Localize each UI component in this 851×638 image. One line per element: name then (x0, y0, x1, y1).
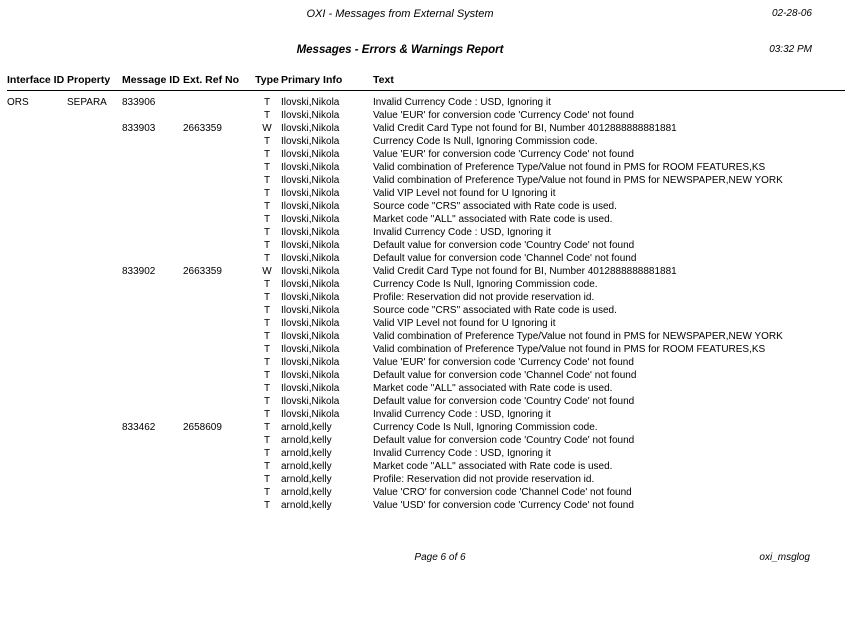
cell-primary-info: Ilovski,Nikola (281, 214, 340, 225)
cell-text: Valid combination of Preference Type/Value not found in PMS for NEWSPAPER,NEW YORK (373, 175, 783, 186)
cell-message-id (122, 356, 183, 369)
cell-property (67, 174, 122, 187)
cell-ext-ref-no (183, 187, 253, 200)
cell-property (67, 486, 122, 499)
cell-interface-id (7, 291, 67, 304)
report-subtitle: Messages - Errors & Warnings Report (296, 44, 504, 56)
column-header-ext-ref-no: Ext. Ref No (183, 74, 253, 91)
cell-ext-ref-no (183, 369, 253, 382)
table-row (7, 369, 845, 382)
cell-text: Market code "ALL" associated with Rate code is used. (373, 383, 613, 394)
cell-interface-id (7, 382, 67, 395)
table-row (7, 109, 845, 122)
cell-ext-ref-no (183, 304, 253, 317)
cell-ext-ref-no (183, 291, 253, 304)
cell-message-id (122, 304, 183, 317)
cell-property (67, 239, 122, 252)
cell-text: Invalid Currency Code : USD, Ignoring it (373, 409, 551, 420)
cell-primary-info: Ilovski,Nikola (281, 240, 340, 251)
cell-property (67, 226, 122, 239)
cell-interface-id (7, 304, 67, 317)
cell-property (67, 460, 122, 473)
table-row (7, 135, 845, 148)
cell-primary-info: arnold,kelly (281, 487, 332, 498)
report-title: OXI - Messages from External System (306, 8, 494, 20)
footer-page-number: Page 6 of 6 (414, 552, 466, 563)
cell-primary-info: Ilovski,Nikola (281, 162, 340, 173)
table-row (7, 213, 845, 226)
cell-ext-ref-no (183, 356, 253, 369)
cell-property (67, 161, 122, 174)
messages-table (7, 74, 845, 512)
cell-type: T (263, 214, 271, 225)
cell-text: Value 'CRO' for conversion code 'Channel Code' not found (373, 487, 632, 498)
cell-property (67, 317, 122, 330)
cell-ext-ref-no (183, 226, 253, 239)
cell-property (67, 122, 122, 135)
cell-ext-ref-no (183, 408, 253, 421)
cell-ext-ref-no (183, 434, 253, 447)
cell-interface-id (7, 135, 67, 148)
table-row (7, 174, 845, 187)
cell-type: T (263, 110, 271, 121)
cell-primary-info: Ilovski,Nikola (281, 97, 340, 108)
table-row (7, 473, 845, 486)
cell-primary-info: arnold,kelly (281, 461, 332, 472)
cell-primary-info: Ilovski,Nikola (281, 318, 340, 329)
cell-message-id (122, 291, 183, 304)
cell-ext-ref-no (183, 200, 253, 213)
cell-message-id: 833906 (122, 97, 156, 108)
cell-primary-info: arnold,kelly (281, 474, 332, 485)
table-row (7, 148, 845, 161)
cell-type: T (263, 448, 271, 459)
cell-property (67, 499, 122, 512)
cell-type: T (263, 383, 271, 394)
cell-interface-id (7, 148, 67, 161)
table-row (7, 304, 845, 317)
cell-ext-ref-no (183, 213, 253, 226)
cell-interface-id (7, 421, 67, 434)
cell-message-id (122, 330, 183, 343)
cell-ext-ref-no: 2658609 (183, 422, 222, 433)
cell-interface-id (7, 187, 67, 200)
cell-ext-ref-no (183, 161, 253, 174)
cell-text: Valid Credit Card Type not found for BI, Number 4012888888881881 (373, 123, 677, 134)
cell-text: Invalid Currency Code : USD, Ignoring it (373, 97, 551, 108)
cell-message-id (122, 226, 183, 239)
table-row (7, 91, 845, 110)
cell-interface-id (7, 161, 67, 174)
table-row (7, 161, 845, 174)
cell-type: T (263, 435, 271, 446)
table-row (7, 200, 845, 213)
table-row (7, 239, 845, 252)
cell-ext-ref-no (183, 499, 253, 512)
cell-property (67, 447, 122, 460)
cell-type: T (263, 487, 271, 498)
cell-type: T (263, 318, 271, 329)
cell-primary-info: Ilovski,Nikola (281, 227, 340, 238)
cell-text: Source code "CRS" associated with Rate code is used. (373, 201, 617, 212)
cell-message-id (122, 252, 183, 265)
cell-message-id (122, 109, 183, 122)
cell-ext-ref-no (183, 174, 253, 187)
cell-text: Default value for conversion code 'Country Code' not found (373, 396, 635, 407)
cell-ext-ref-no (183, 135, 253, 148)
report-time: 03:32 PM (769, 44, 812, 55)
cell-interface-id (7, 239, 67, 252)
column-header-message-id: Message ID (122, 74, 183, 91)
cell-message-id (122, 239, 183, 252)
cell-primary-info: Ilovski,Nikola (281, 123, 340, 134)
cell-interface-id (7, 486, 67, 499)
cell-type: T (263, 305, 271, 316)
cell-interface-id (7, 369, 67, 382)
cell-primary-info: Ilovski,Nikola (281, 396, 340, 407)
table-row (7, 421, 845, 434)
table-row (7, 356, 845, 369)
column-header-property: Property (67, 74, 122, 91)
cell-type: T (263, 500, 271, 511)
cell-ext-ref-no (183, 91, 253, 110)
column-header-type: Type (253, 74, 281, 91)
cell-message-id (122, 447, 183, 460)
cell-text: Invalid Currency Code : USD, Ignoring it (373, 227, 551, 238)
cell-type: T (263, 344, 271, 355)
cell-ext-ref-no (183, 239, 253, 252)
cell-interface-id (7, 343, 67, 356)
cell-message-id (122, 408, 183, 421)
cell-type: T (263, 97, 271, 108)
cell-type: W (262, 266, 272, 277)
cell-text: Default value for conversion code 'Country Code' not found (373, 435, 635, 446)
cell-property (67, 291, 122, 304)
cell-interface-id (7, 252, 67, 265)
column-header-interface-id: Interface ID (7, 74, 67, 91)
cell-property (67, 382, 122, 395)
cell-type: T (263, 357, 271, 368)
column-header-text: Text (373, 74, 845, 91)
cell-type: T (263, 175, 271, 186)
cell-type: T (263, 422, 271, 433)
cell-primary-info: Ilovski,Nikola (281, 201, 340, 212)
table-row (7, 434, 845, 447)
table-row (7, 382, 845, 395)
cell-primary-info: Ilovski,Nikola (281, 188, 340, 199)
cell-message-id (122, 473, 183, 486)
cell-primary-info: Ilovski,Nikola (281, 331, 340, 342)
cell-property (67, 369, 122, 382)
cell-property (67, 278, 122, 291)
cell-type: T (263, 292, 271, 303)
table-row (7, 252, 845, 265)
cell-type: T (263, 227, 271, 238)
cell-ext-ref-no (183, 252, 253, 265)
table-row (7, 122, 845, 135)
cell-primary-info: Ilovski,Nikola (281, 149, 340, 160)
cell-message-id (122, 395, 183, 408)
cell-primary-info: Ilovski,Nikola (281, 136, 340, 147)
cell-message-id (122, 187, 183, 200)
cell-interface-id (7, 122, 67, 135)
cell-type: T (263, 409, 271, 420)
cell-property (67, 395, 122, 408)
cell-interface-id (7, 213, 67, 226)
cell-text: Invalid Currency Code : USD, Ignoring it (373, 448, 551, 459)
table-row (7, 343, 845, 356)
cell-ext-ref-no (183, 382, 253, 395)
cell-ext-ref-no (183, 278, 253, 291)
cell-text: Valid Credit Card Type not found for BI, Number 4012888888881881 (373, 266, 677, 277)
cell-text: Default value for conversion code 'Channel Code' not found (373, 253, 637, 264)
cell-message-id (122, 148, 183, 161)
cell-interface-id (7, 408, 67, 421)
cell-property (67, 213, 122, 226)
cell-property (67, 330, 122, 343)
cell-interface-id (7, 265, 67, 278)
cell-ext-ref-no (183, 473, 253, 486)
cell-type: T (263, 253, 271, 264)
cell-ext-ref-no (183, 109, 253, 122)
cell-type: T (263, 188, 271, 199)
cell-primary-info: Ilovski,Nikola (281, 383, 340, 394)
cell-text: Currency Code Is Null, Ignoring Commission code. (373, 136, 598, 147)
table-row (7, 408, 845, 421)
cell-primary-info: arnold,kelly (281, 435, 332, 446)
cell-primary-info: Ilovski,Nikola (281, 175, 340, 186)
table-row (7, 395, 845, 408)
cell-type: T (263, 162, 271, 173)
footer-report-name: oxi_msglog (759, 552, 810, 563)
cell-type: T (263, 461, 271, 472)
cell-primary-info: Ilovski,Nikola (281, 357, 340, 368)
cell-text: Valid VIP Level not found for U Ignoring it (373, 188, 556, 199)
cell-property (67, 434, 122, 447)
cell-type: T (263, 201, 271, 212)
cell-primary-info: Ilovski,Nikola (281, 409, 340, 420)
cell-primary-info: Ilovski,Nikola (281, 110, 340, 121)
cell-property (67, 304, 122, 317)
cell-message-id (122, 200, 183, 213)
cell-message-id (122, 213, 183, 226)
cell-property (67, 473, 122, 486)
cell-message-id (122, 486, 183, 499)
cell-interface-id: ORS (7, 97, 29, 108)
cell-property (67, 421, 122, 434)
cell-message-id (122, 382, 183, 395)
cell-property (67, 148, 122, 161)
cell-primary-info: arnold,kelly (281, 448, 332, 459)
cell-message-id (122, 343, 183, 356)
cell-type: T (263, 240, 271, 251)
table-header-row (7, 74, 845, 91)
cell-property (67, 356, 122, 369)
cell-message-id (122, 135, 183, 148)
table-row (7, 499, 845, 512)
cell-primary-info: Ilovski,Nikola (281, 292, 340, 303)
cell-message-id (122, 369, 183, 382)
table-row (7, 278, 845, 291)
cell-ext-ref-no (183, 148, 253, 161)
cell-interface-id (7, 330, 67, 343)
cell-ext-ref-no: 2663359 (183, 123, 222, 134)
cell-text: Source code "CRS" associated with Rate code is used. (373, 305, 617, 316)
cell-primary-info: Ilovski,Nikola (281, 370, 340, 381)
cell-text: Market code "ALL" associated with Rate code is used. (373, 461, 613, 472)
cell-text: Value 'EUR' for conversion code 'Currency Code' not found (373, 357, 634, 368)
cell-property (67, 109, 122, 122)
cell-ext-ref-no (183, 447, 253, 460)
cell-interface-id (7, 226, 67, 239)
cell-text: Value 'EUR' for conversion code 'Currency Code' not found (373, 149, 634, 160)
cell-ext-ref-no (183, 343, 253, 356)
cell-text: Market code "ALL" associated with Rate code is used. (373, 214, 613, 225)
cell-property: SEPARA (67, 97, 107, 108)
cell-message-id: 833902 (122, 266, 156, 277)
cell-type: W (262, 123, 272, 134)
cell-ext-ref-no (183, 330, 253, 343)
cell-message-id (122, 317, 183, 330)
cell-text: Valid combination of Preference Type/Value not found in PMS for NEWSPAPER,NEW YORK (373, 331, 783, 342)
cell-interface-id (7, 356, 67, 369)
cell-type: T (263, 136, 271, 147)
cell-property (67, 265, 122, 278)
cell-message-id (122, 174, 183, 187)
cell-interface-id (7, 473, 67, 486)
cell-primary-info: Ilovski,Nikola (281, 279, 340, 290)
cell-ext-ref-no (183, 486, 253, 499)
cell-primary-info: Ilovski,Nikola (281, 253, 340, 264)
cell-message-id (122, 434, 183, 447)
table-row (7, 486, 845, 499)
cell-property (67, 343, 122, 356)
cell-property (67, 408, 122, 421)
cell-text: Value 'USD' for conversion code 'Currency Code' not found (373, 500, 634, 511)
cell-interface-id (7, 278, 67, 291)
cell-ext-ref-no (183, 317, 253, 330)
cell-interface-id (7, 499, 67, 512)
cell-interface-id (7, 174, 67, 187)
cell-text: Value 'EUR' for conversion code 'Currency Code' not found (373, 110, 634, 121)
cell-message-id: 833903 (122, 123, 156, 134)
cell-primary-info: Ilovski,Nikola (281, 305, 340, 316)
cell-primary-info: arnold,kelly (281, 500, 332, 511)
column-header-primary-info: Primary Info (281, 74, 373, 91)
message-rows (7, 91, 845, 513)
cell-type: T (263, 396, 271, 407)
table-row (7, 317, 845, 330)
cell-type: T (263, 279, 271, 290)
cell-message-id (122, 278, 183, 291)
cell-type: T (263, 474, 271, 485)
cell-text: Currency Code Is Null, Ignoring Commission code. (373, 422, 598, 433)
cell-ext-ref-no (183, 395, 253, 408)
cell-type: T (263, 149, 271, 160)
table-row (7, 330, 845, 343)
cell-interface-id (7, 200, 67, 213)
cell-interface-id (7, 447, 67, 460)
cell-message-id: 833462 (122, 422, 156, 433)
cell-text: Profile: Reservation did not provide reservation id. (373, 474, 595, 485)
cell-message-id (122, 499, 183, 512)
cell-ext-ref-no (183, 460, 253, 473)
cell-type: T (263, 370, 271, 381)
cell-property (67, 200, 122, 213)
cell-ext-ref-no: 2663359 (183, 266, 222, 277)
report-date: 02-28-06 (771, 8, 812, 19)
table-row (7, 447, 845, 460)
cell-interface-id (7, 109, 67, 122)
cell-property (67, 252, 122, 265)
cell-text: Valid combination of Preference Type/Value not found in PMS for ROOM FEATURES,KS (373, 162, 766, 173)
cell-interface-id (7, 317, 67, 330)
cell-text: Valid combination of Preference Type/Value not found in PMS for ROOM FEATURES,KS (373, 344, 766, 355)
cell-text: Valid VIP Level not found for U Ignoring it (373, 318, 556, 329)
table-row (7, 291, 845, 304)
cell-interface-id (7, 460, 67, 473)
cell-text: Default value for conversion code 'Channel Code' not found (373, 370, 637, 381)
cell-text: Currency Code Is Null, Ignoring Commission code. (373, 279, 598, 290)
table-row (7, 265, 845, 278)
cell-interface-id (7, 434, 67, 447)
cell-interface-id (7, 395, 67, 408)
cell-property (67, 135, 122, 148)
cell-primary-info: arnold,kelly (281, 422, 332, 433)
cell-primary-info: Ilovski,Nikola (281, 344, 340, 355)
cell-text: Default value for conversion code 'Country Code' not found (373, 240, 635, 251)
cell-primary-info: Ilovski,Nikola (281, 266, 340, 277)
table-row (7, 187, 845, 200)
cell-message-id (122, 460, 183, 473)
table-row (7, 226, 845, 239)
cell-property (67, 187, 122, 200)
cell-message-id (122, 161, 183, 174)
cell-text: Profile: Reservation did not provide reservation id. (373, 292, 595, 303)
table-row (7, 460, 845, 473)
cell-type: T (263, 331, 271, 342)
